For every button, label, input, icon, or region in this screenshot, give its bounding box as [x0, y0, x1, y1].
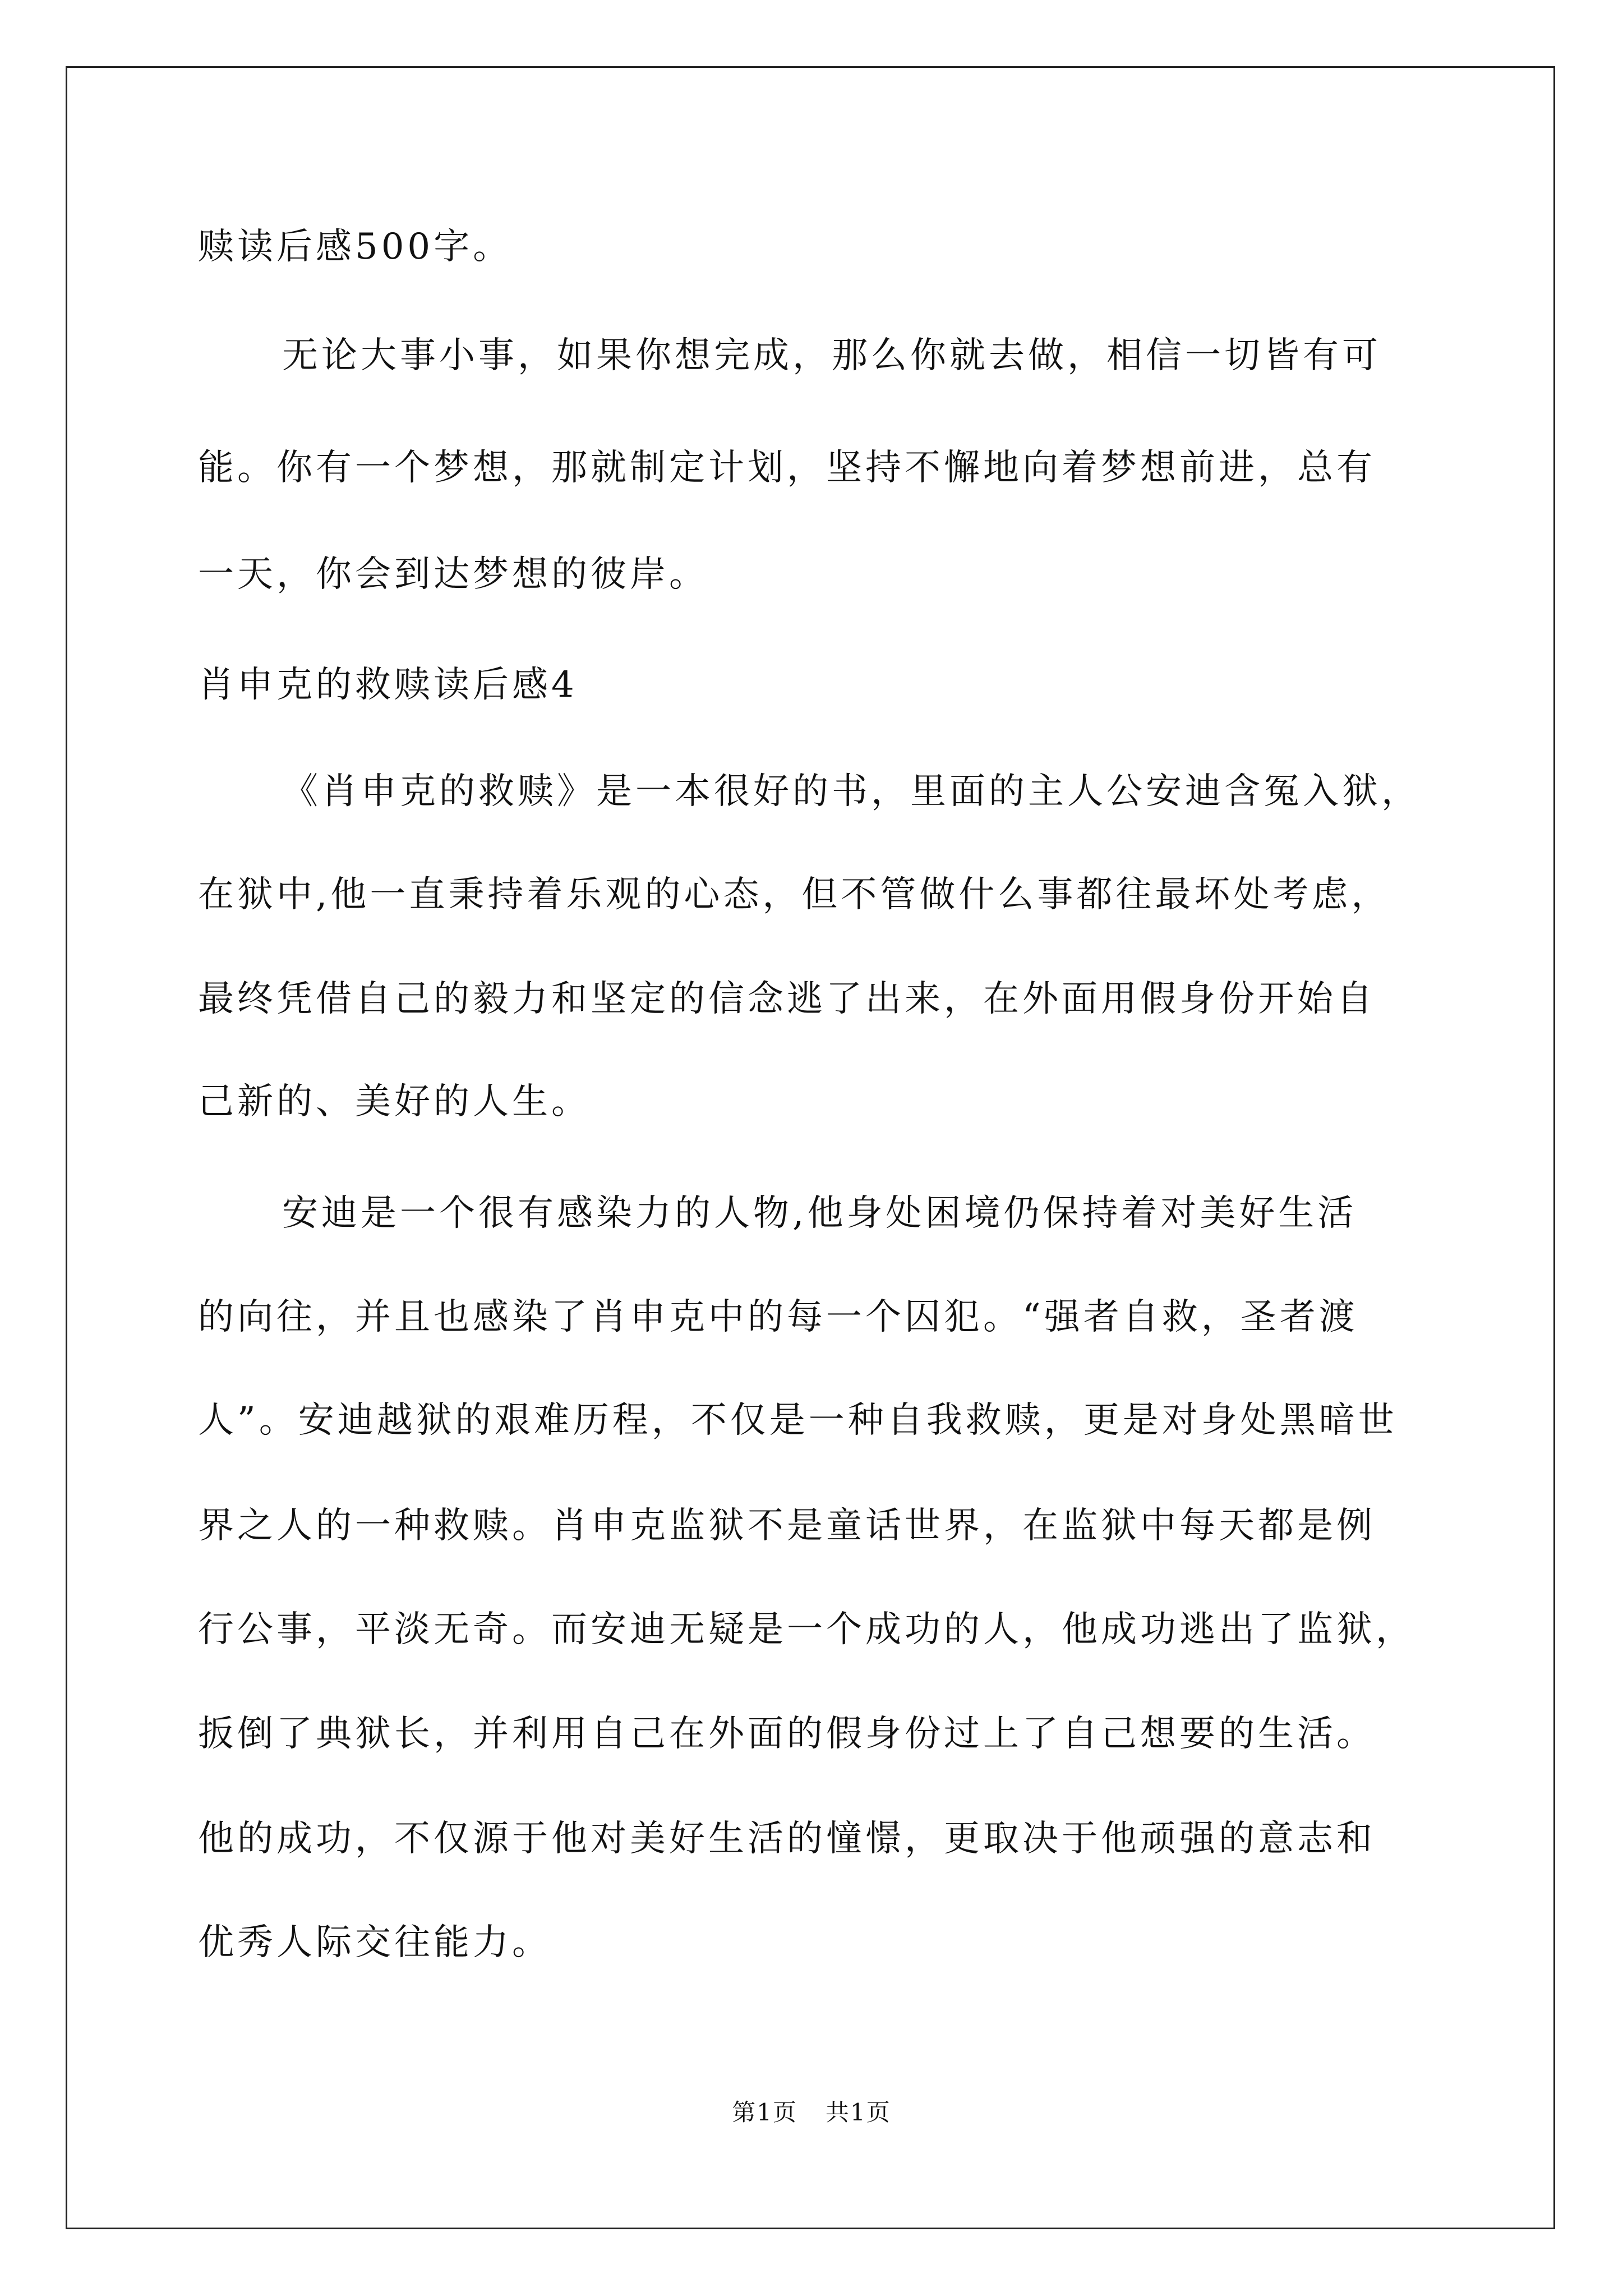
text-line: 能。你有一个梦想，那就制定计划，坚持不懈地向着梦想前进，总有 [198, 447, 1376, 489]
page-total: 共1页 [826, 2099, 891, 2126]
text-line: 人”。安迪越狱的艰难历程，不仅是一种自我救赎，更是对身处黑暗世 [198, 1400, 1398, 1441]
text-line: 《肖申克的救赎》是一本很好的书，里面的主人公安迪含冤入狱， [282, 771, 1421, 812]
page-number: 第1页 [732, 2099, 797, 2126]
text-line: 无论大事小事，如果你想完成，那么你就去做，相信一切皆有可 [282, 335, 1381, 376]
text-line: 扳倒了典狱长，并利用自己在外面的假身份过上了自己想要的生活。 [198, 1713, 1376, 1755]
section-heading: 肖申克的救赎读后感4 [198, 664, 578, 706]
text-line: 一天，你会到达梦想的彼岸。 [198, 554, 708, 595]
page-footer [0, 2098, 1623, 2127]
text-line: 安迪是一个很有感染力的人物,他身处困境仍保持着对美好生活 [282, 1193, 1357, 1234]
page-border [66, 66, 1555, 2229]
text-line: 他的成功，不仅源于他对美好生活的憧憬，更取决于他顽强的意志和 [198, 1818, 1376, 1860]
text-line: 优秀人际交往能力。 [198, 1922, 551, 1963]
text-line: 界之人的一种救赎。肖申克监狱不是童话世界，在监狱中每天都是例 [198, 1505, 1376, 1547]
text-line: 己新的、美好的人生。 [198, 1081, 591, 1122]
text-line: 在狱中,他一直秉持着乐观的心态，但不管做什么事都往最坏处考虑， [198, 874, 1391, 915]
text-line: 最终凭借自己的毅力和坚定的信念逃了出来，在外面用假身份开始自 [198, 978, 1376, 1020]
text-line: 的向往，并且也感染了肖申克中的每一个囚犯。“强者自救，圣者渡 [198, 1296, 1358, 1338]
text-line: 赎读后感500字。 [198, 226, 513, 268]
text-line: 行公事，平淡无奇。而安迪无疑是一个成功的人，他成功逃出了监狱， [198, 1609, 1415, 1650]
